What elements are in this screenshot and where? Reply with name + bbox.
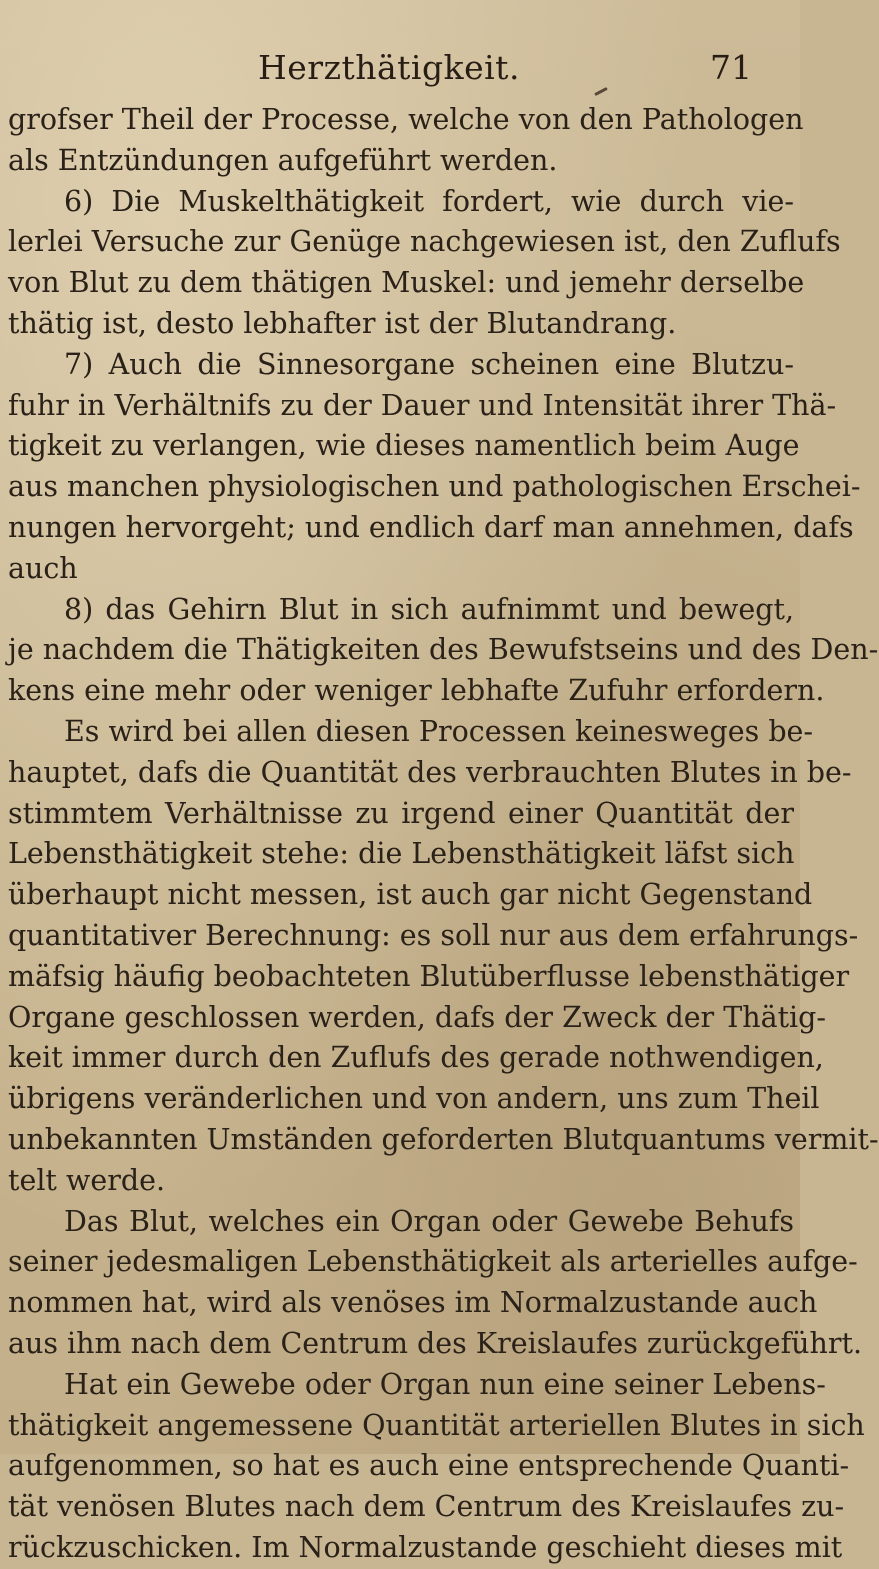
text-line: unbekannten Umständen geforderten Blutquantums vermit- bbox=[8, 1122, 879, 1156]
page-header bbox=[0, 48, 800, 94]
text-line: je nachdem die Thätigkeiten des Bewufstseins und des Den- bbox=[8, 633, 879, 667]
text-line: telt werde. bbox=[8, 1163, 166, 1197]
page-number: 71 bbox=[710, 48, 752, 87]
text-line: 8) das Gehirn Blut in sich aufnimmt und bewegt, bbox=[64, 592, 794, 626]
text-line: thätig ist, desto lebhafter ist der Blutandrang. bbox=[8, 306, 677, 340]
text-line: fuhr in Verhältnifs zu der Dauer und Intensität ihrer Thä- bbox=[8, 388, 837, 422]
text-line: auch bbox=[8, 551, 78, 585]
text-line: rückzuschicken. Im Normalzustande geschieht dieses mit bbox=[8, 1530, 843, 1564]
text-line: 7) Auch die Sinnesorgane scheinen eine Blutzu- bbox=[64, 347, 794, 381]
text-line: mäfsig häufig beobachteten Blutüberflusse lebensthätiger bbox=[8, 959, 850, 993]
text-line: hauptet, dafs die Quantität des verbrauchten Blutes in be- bbox=[8, 755, 852, 789]
text-line: aus ihm nach dem Centrum des Kreislaufes zurückgeführt. bbox=[8, 1326, 863, 1360]
text-line: thätigkeit angemessene Quantität arteriellen Blutes in sich bbox=[8, 1408, 865, 1442]
text-line: quantitativer Berechnung: es soll nur aus dem erfahrungs- bbox=[8, 918, 859, 952]
text-line: aus manchen physiologischen und pathologischen Erschei- bbox=[8, 470, 861, 504]
text-line: als Entzündungen aufgeführt werden. bbox=[8, 143, 558, 177]
text-line: seiner jedesmaligen Lebensthätigkeit als arterielles aufge- bbox=[8, 1245, 858, 1279]
text-line: tigkeit zu verlangen, wie dieses namentlich beim Auge bbox=[8, 429, 800, 463]
text-line: Es wird bei allen diesen Processen keinesweges be- bbox=[64, 714, 814, 748]
text-line: grofser Theil der Processe, welche von den Pathologen bbox=[8, 103, 804, 136]
text-line: von Blut zu dem thätigen Muskel: und jemehr derselbe bbox=[8, 266, 805, 300]
text-line: stimmtem Verhältnisse zu irgend einer Quantität der bbox=[8, 796, 794, 830]
text-line: Lebensthätigkeit stehe: die Lebensthätigkeit läfst sich bbox=[8, 837, 795, 871]
text-line: überhaupt nicht messen, ist auch gar nicht Gegenstand bbox=[8, 878, 813, 912]
text-line: übrigens veränderlichen und von andern, uns zum Theil bbox=[8, 1082, 820, 1116]
text-line: tät venösen Blutes nach dem Centrum des Kreislaufes zu- bbox=[8, 1490, 845, 1524]
text-line: aufgenommen, so hat es auch eine entsprechende Quanti- bbox=[8, 1449, 850, 1483]
running-title: Herzthätigkeit. bbox=[258, 48, 520, 87]
text-line: nommen hat, wird als venöses im Normalzustande auch bbox=[8, 1286, 818, 1320]
text-line: Organe geschlossen werden, dafs der Zweck der Thätig- bbox=[8, 1000, 827, 1034]
text-line: keit immer durch den Zuflufs des gerade nothwendigen, bbox=[8, 1041, 824, 1075]
text-line: lerlei Versuche zur Genüge nachgewiesen ist, den Zuflufs bbox=[8, 225, 841, 259]
text-line: kens eine mehr oder weniger lebhafte Zufuhr erfordern. bbox=[8, 674, 825, 708]
text-line: Hat ein Gewebe oder Organ nun eine seiner Lebens- bbox=[64, 1367, 826, 1401]
text-line: 6) Die Muskelthätigkeit fordert, wie durch vie- bbox=[64, 184, 794, 218]
text-line: Das Blut, welches ein Organ oder Gewebe Behufs bbox=[64, 1204, 794, 1238]
text-line: nungen hervorgeht; und endlich darf man annehmen, dafs bbox=[8, 510, 854, 544]
body-text bbox=[8, 100, 879, 1569]
